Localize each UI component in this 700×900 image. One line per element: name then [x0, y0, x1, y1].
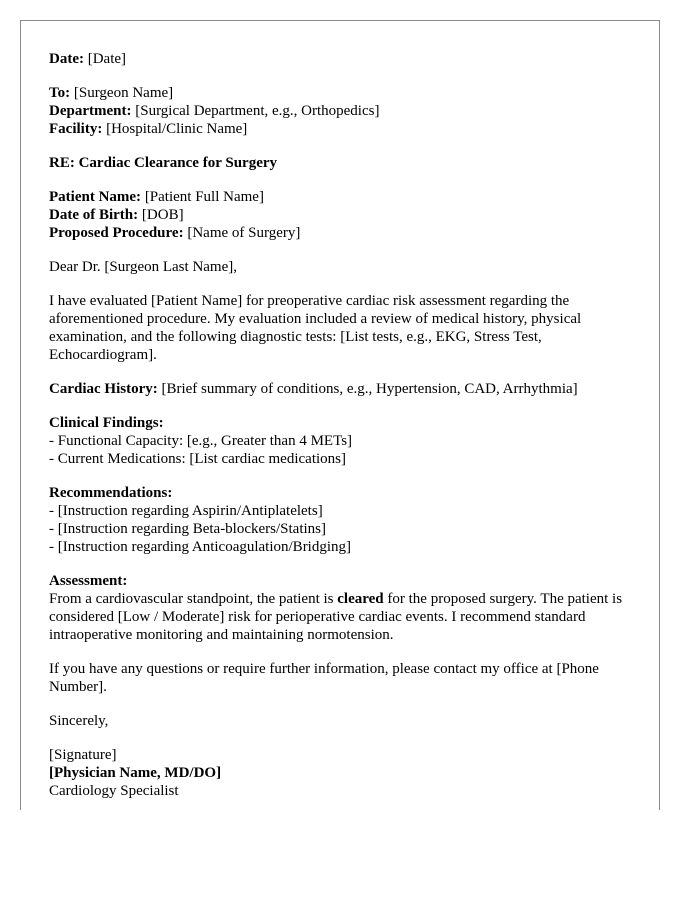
valediction-block	[49, 712, 631, 730]
dob-value: [DOB]	[141, 207, 184, 223]
patient-name-label: Patient Name:	[49, 189, 142, 205]
list-item: - Current Medications: [List cardiac medications]	[49, 451, 346, 467]
assessment-heading: Assessment:	[49, 573, 128, 589]
department-label: Department:	[49, 103, 132, 119]
valediction: Sincerely,	[49, 713, 109, 729]
letter-page	[20, 20, 660, 810]
procedure-value: [Name of Surgery]	[187, 225, 301, 241]
subject-line: RE: Cardiac Clearance for Surgery	[49, 155, 278, 171]
department-line	[49, 102, 631, 120]
department-value: [Surgical Department, e.g., Orthopedics]	[135, 103, 380, 119]
salutation: Dear Dr. [Surgeon Last Name],	[49, 259, 237, 275]
dob-label: Date of Birth:	[49, 207, 139, 223]
contact-block	[49, 660, 631, 696]
signature-block	[49, 746, 631, 800]
dob-line	[49, 206, 631, 224]
facility-label: Facility:	[49, 121, 103, 137]
subject-block	[49, 154, 631, 172]
cardiac-history-label: Cardiac History:	[49, 381, 158, 397]
salutation-block	[49, 258, 631, 276]
clinical-findings-heading: Clinical Findings:	[49, 415, 164, 431]
list-item: - Functional Capacity: [e.g., Greater than 4 METs]	[49, 433, 353, 449]
list-item: - [Instruction regarding Anticoagulation/Bridging]	[49, 539, 352, 555]
list-item: - [Instruction regarding Aspirin/Antiplatelets]	[49, 503, 323, 519]
procedure-line	[49, 224, 631, 242]
patient-name-value: [Patient Full Name]	[144, 189, 264, 205]
contact-paragraph: If you have any questions or require further information, please contact my office at [Phone Number].	[49, 661, 599, 695]
cardiac-history-line	[49, 380, 631, 398]
recommendations-block	[49, 484, 631, 556]
date-label: Date:	[49, 51, 84, 67]
recipient-block	[49, 84, 631, 138]
date-line	[49, 50, 631, 68]
patient-name-line	[49, 188, 631, 206]
signature-placeholder: [Signature]	[49, 747, 117, 763]
recommendations-heading: Recommendations:	[49, 485, 173, 501]
cardiac-history-value: [Brief summary of conditions, e.g., Hypertension, CAD, Arrhythmia]	[161, 381, 578, 397]
date-value: [Date]	[87, 51, 127, 67]
assessment-block	[49, 572, 631, 644]
assessment-text-before: From a cardiovascular standpoint, the patient is	[49, 591, 338, 607]
cardiac-history-block	[49, 380, 631, 398]
to-value: [Surgeon Name]	[73, 85, 174, 101]
assessment-text-after: for the proposed surgery. The patient is considered [Low / Moderate] risk for perioperative cardiac events. I recommend standard intraoperative monitoring and maintaining normotension.	[49, 591, 623, 643]
physician-name: [Physician Name, MD/DO]	[49, 765, 222, 781]
patient-block	[49, 188, 631, 242]
physician-title: Cardiology Specialist	[49, 783, 179, 799]
cleared-emphasis: cleared	[337, 591, 384, 607]
procedure-label: Proposed Procedure:	[49, 225, 184, 241]
to-line	[49, 84, 631, 102]
intro-paragraph: I have evaluated [Patient Name] for preoperative cardiac risk assessment regarding the aforementioned procedure. My evaluation included a review of medical history, physical examination, and the following diagnostic tests: [List tests, e.g., EKG, Stress Test, Echocardiogram].	[49, 293, 582, 363]
facility-line	[49, 120, 631, 138]
intro-block	[49, 292, 631, 364]
clinical-findings-block	[49, 414, 631, 468]
date-block	[49, 50, 631, 68]
facility-value: [Hospital/Clinic Name]	[106, 121, 248, 137]
list-item: - [Instruction regarding Beta-blockers/Statins]	[49, 521, 327, 537]
to-label: To:	[49, 85, 71, 101]
assessment-paragraph	[49, 590, 631, 644]
